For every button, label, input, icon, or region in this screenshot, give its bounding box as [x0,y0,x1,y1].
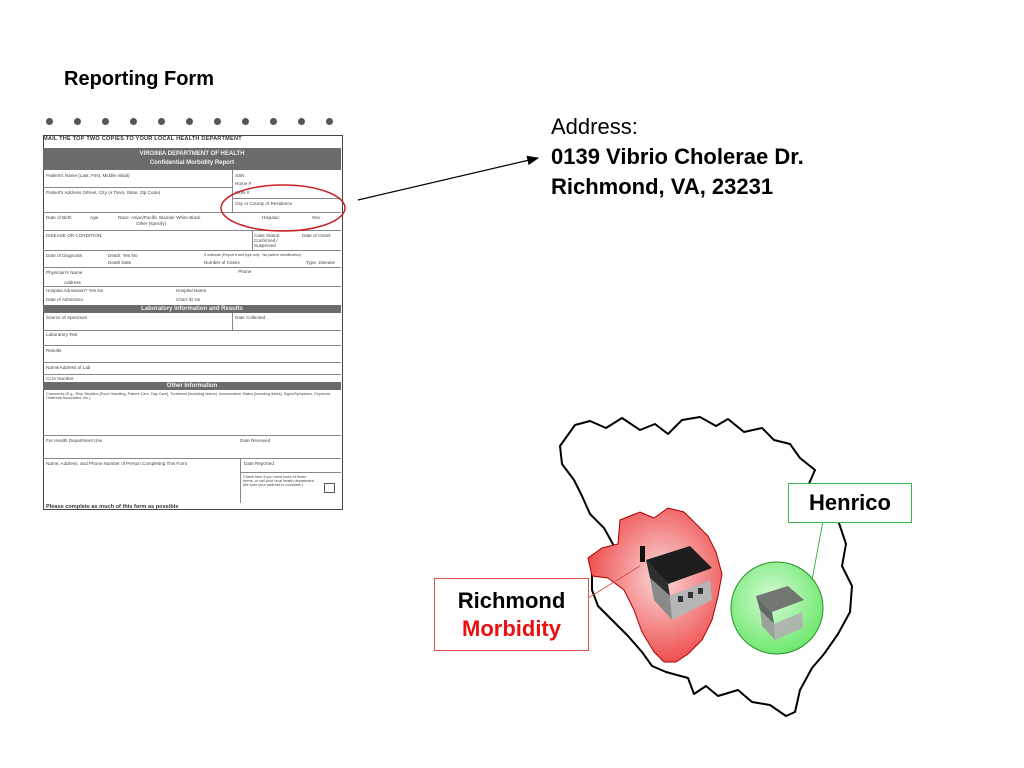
form-header-line1: VIRGINIA DEPARTMENT OF HEALTH [139,151,245,157]
form-lab-test: Laboratory Test [46,332,78,337]
form-health-dept-use: For Health Department Use [46,438,103,443]
form-lab-name: Name/Address of Lab [46,365,91,370]
form-mail-line: MAIL THE TOP TWO COPIES TO YOUR LOCAL HEALTH DEPARTMENT [43,136,242,142]
form-source-specimen: Source of Specimen [46,315,88,320]
form-death: Death: Yes No [108,253,138,258]
form-race: Race: Asian/Pacific Islander White Black [118,215,201,220]
form-ssn: SSN [235,173,245,178]
address-arrow [358,158,538,200]
city-county-highlight-ellipse [221,185,345,231]
morbidity-label: Morbidity [462,616,561,641]
richmond-label: Richmond [457,588,566,613]
form-race-other: Other (specify) [136,221,167,226]
form-physician: Physician's Name [46,270,83,275]
form-completed-by: Name, Address, and Phone Number of Person Completing This Form [46,461,188,466]
form-date-diagnosis: Date of Diagnosis [46,253,83,258]
form-other-header: Other Information [43,382,341,390]
form-date-collected: Date Collected [235,315,266,320]
form-comments: Comments (E.g., Risk Situation [Food Handling, Patient Care, Day Care], Treatment [including doses], Immunization Status [including dates], Signs/Symptoms, Exposure, Outbreak Associated, etc.) [46,392,332,400]
form-address: Address [64,280,81,285]
form-dob: Date of Birth [46,215,72,220]
richmond-callout [434,578,589,651]
form-patient-name: Patient's Name (Last, First, Middle Initial) [46,173,130,178]
form-outbreak: If outbreak (Report # and type only - No patient identification) [204,253,302,257]
form-hospital-name: Hospital Name [176,288,207,293]
form-clia: CLIA Number [46,376,74,381]
henrico-callout: Henrico [788,483,912,523]
form-home-phone: Home # [235,181,252,186]
form-hospital-admitted: Hospital Admission? Yes No [46,288,104,293]
form-results: Results [46,348,62,353]
form-city-county: City or County of Residence [235,201,293,206]
form-work-phone: Work # [235,190,250,195]
form-patient-address: Patient's Address (Street, City or Town, State, Zip Code) [46,190,161,195]
form-sex: Sex [312,215,320,220]
form-header-line2: Confidential Morbidity Report [149,160,235,166]
form-lab-header: Laboratory Information and Results [43,305,341,313]
form-check-more: Check here if you need more of these forms, or call your local health department. (Be sure your address is complete.) [243,475,315,487]
form-date-onset: Date of Onset [302,233,331,238]
form-case-status: Case Status: Confirmed / Suspected [254,233,281,248]
form-date-admission: Date of Admission [46,297,84,302]
page-title: Reporting Form [64,68,214,90]
form-date-received: Date Received [240,438,271,443]
form-number-cases: Number of Cases [204,260,240,265]
form-age: Age [90,215,99,220]
address-label: Address: [551,114,638,139]
form-chart-no: Chart ID No [176,297,201,302]
form-hispanic: Hispanic [262,215,280,220]
form-phone: Phone [238,269,252,274]
form-disease: DISEASE OR CONDITION: [46,233,103,238]
form-death-date: Death Date [108,260,132,265]
form-footer: Please complete as much of this form as possible [46,504,179,510]
form-date-reported: Date Reported [244,461,274,466]
form-type-disease: Type, Disease [306,260,336,265]
address-line2: Richmond, VA, 23231 [551,174,774,199]
address-line1: 0139 Vibrio Cholerae Dr. [551,144,804,169]
